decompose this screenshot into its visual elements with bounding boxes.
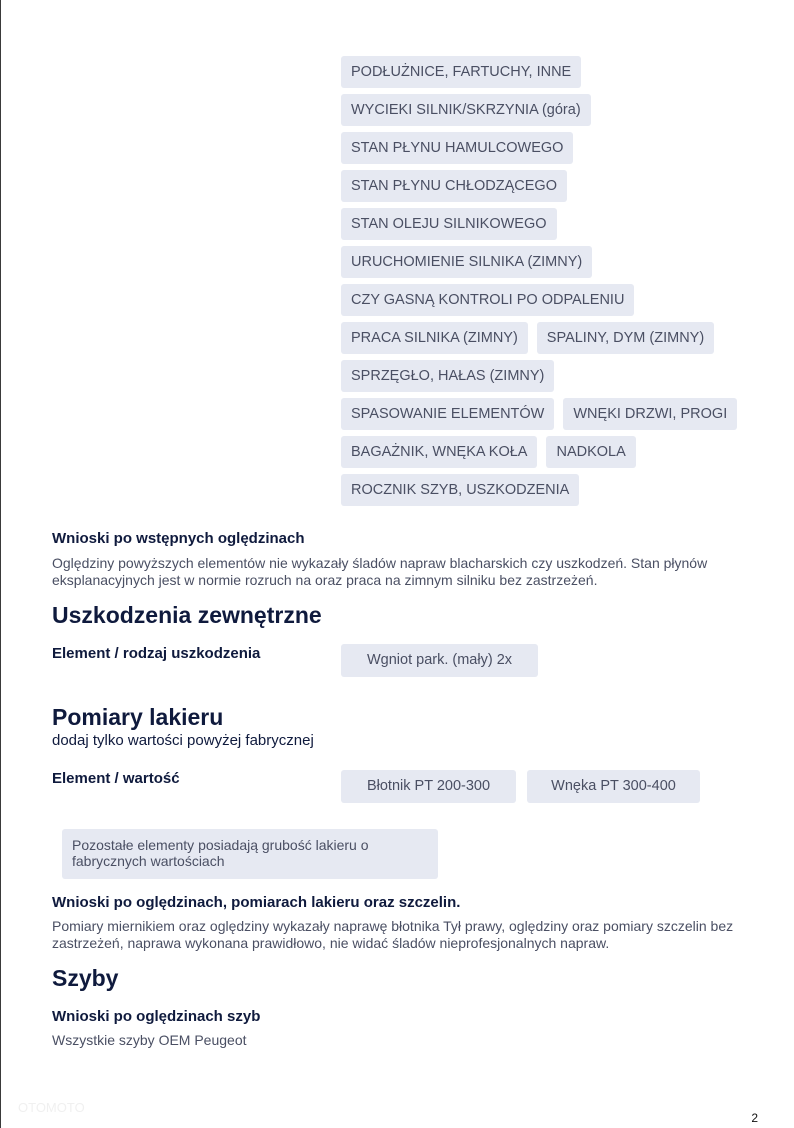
tag: PODŁUŻNICE, FARTUCHY, INNE (341, 56, 581, 88)
tag-row (341, 170, 741, 202)
tag-row (341, 398, 741, 430)
checklist-tags (341, 56, 741, 506)
tag-row (341, 360, 741, 392)
initial-conclusions-heading: Wnioski po wstępnych oględzinach (52, 530, 305, 547)
tag: WNĘKI DRZWI, PROGI (563, 398, 737, 430)
page-left-border (0, 0, 1, 1128)
exterior-damage-value: Wgniot park. (mały) 2x (341, 644, 538, 677)
paint-conclusions-text: Pomiary miernikiem oraz oględziny wykazały naprawę błotnika Tył prawy, oględziny oraz pomiary szczelin bez zastrzeżeń, naprawa wykonana prawidłowo, nie widać śladów nieprofesjonalnych napraw. (52, 918, 734, 951)
exterior-damage-label: Element / rodzaj uszkodzenia (52, 645, 261, 662)
tag-row (341, 94, 741, 126)
page-number: 2 (751, 1111, 758, 1125)
tag: SPASOWANIE ELEMENTÓW (341, 398, 554, 430)
glass-heading: Wnioski po oględzinach szyb (52, 1008, 261, 1025)
tag-row (341, 208, 741, 240)
tag: SPALINY, DYM (ZIMNY) (537, 322, 714, 354)
tag-row (341, 246, 741, 278)
tag-row (341, 322, 741, 354)
tag-row (341, 132, 741, 164)
tag-row (341, 284, 741, 316)
tag: PRACA SILNIKA (ZIMNY) (341, 322, 528, 354)
paint-value: Błotnik PT 200-300 (341, 770, 516, 803)
watermark: OTOMOTO (18, 1100, 85, 1115)
tag: ROCZNIK SZYB, USZKODZENIA (341, 474, 579, 506)
paint-note: Pozostałe elementy posiadają grubość lakieru o fabrycznych wartościach (62, 829, 438, 879)
tag: BAGAŻNIK, WNĘKA KOŁA (341, 436, 537, 468)
tag: CZY GASNĄ KONTROLI PO ODPALENIU (341, 284, 634, 316)
paint-title: Pomiary lakieru (52, 704, 224, 730)
tag: STAN PŁYNU HAMULCOWEGO (341, 132, 573, 164)
glass-title: Szyby (52, 965, 119, 991)
paint-conclusions-heading: Wnioski po oględzinach, pomiarach lakieru oraz szczelin. (52, 894, 461, 911)
paint-value: Wnęka PT 300-400 (527, 770, 700, 803)
glass-text: Wszystkie szyby OEM Peugeot (52, 1032, 247, 1048)
initial-conclusions-text: Oględziny powyższych elementów nie wykazały śladów napraw blacharskich czy uszkodzeń. Stan płynów eksplanacyjnych jest w normie rozruch na oraz praca na zimnym silniku bez zastrzeżeń. (52, 555, 708, 588)
paint-subtitle: dodaj tylko wartości powyżej fabrycznej (52, 732, 314, 749)
tag-row (341, 474, 741, 506)
tag: URUCHOMIENIE SILNIKA (ZIMNY) (341, 246, 592, 278)
exterior-damage-title: Uszkodzenia zewnętrzne (52, 602, 322, 628)
tag: NADKOLA (546, 436, 635, 468)
tag-row (341, 56, 741, 88)
tag: STAN OLEJU SILNIKOWEGO (341, 208, 557, 240)
tag: SPRZĘGŁO, HAŁAS (ZIMNY) (341, 360, 554, 392)
tag-row (341, 436, 741, 468)
tag: STAN PŁYNU CHŁODZĄCEGO (341, 170, 567, 202)
paint-label: Element / wartość (52, 770, 180, 787)
tag: WYCIEKI SILNIK/SKRZYNIA (góra) (341, 94, 591, 126)
